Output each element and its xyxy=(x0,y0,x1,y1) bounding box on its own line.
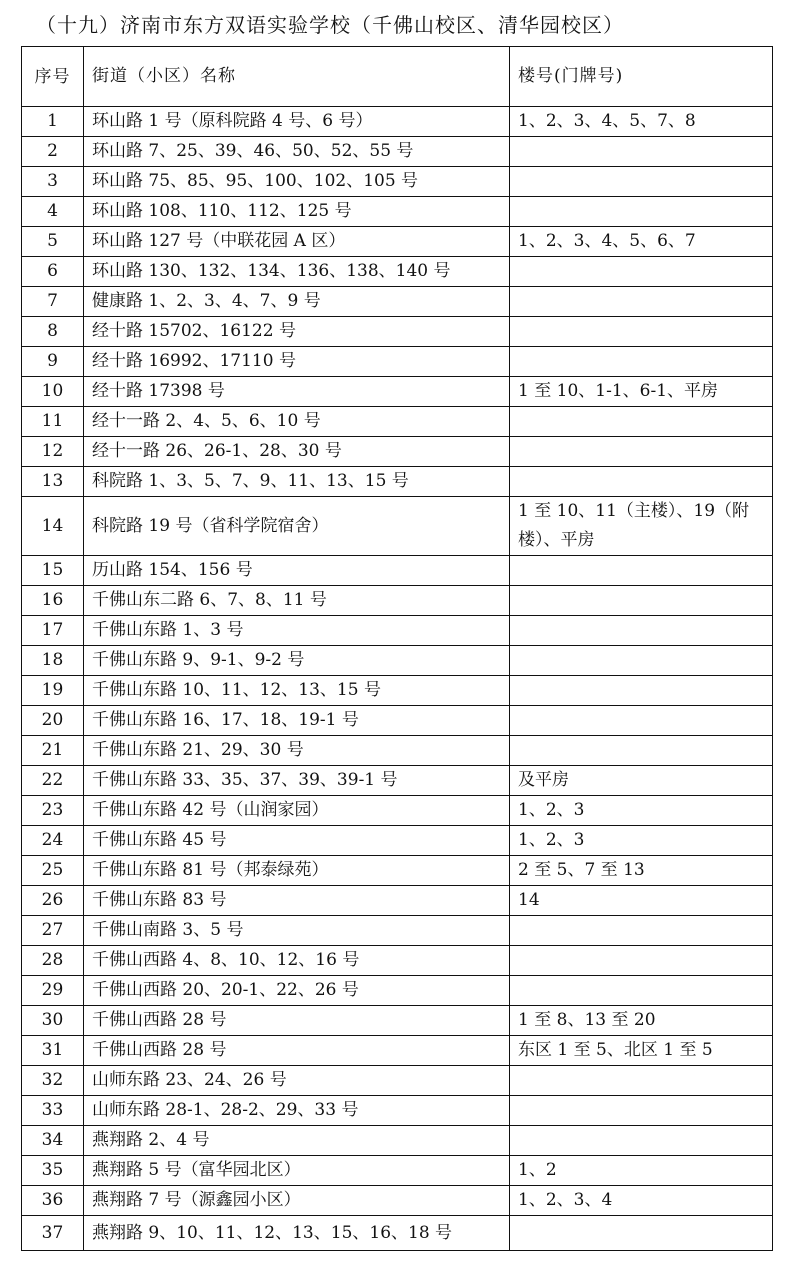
row-building-number: 14 xyxy=(510,886,773,916)
row-street-name: 千佛山东二路 6、7、8、11 号 xyxy=(84,586,510,616)
table-row xyxy=(22,1006,773,1036)
row-street-name: 千佛山西路 20、20-1、22、26 号 xyxy=(84,976,510,1006)
row-building-number xyxy=(510,467,773,497)
row-serial-number: 20 xyxy=(22,706,84,736)
row-serial-number: 30 xyxy=(22,1006,84,1036)
table-row xyxy=(22,676,773,706)
row-street-name: 环山路 75、85、95、100、102、105 号 xyxy=(84,167,510,197)
row-building-number: 1、2、3、4 xyxy=(510,1186,773,1216)
row-building-number: 1 至 10、1-1、6-1、平房 xyxy=(510,377,773,407)
row-building-number: 1、2 xyxy=(510,1156,773,1186)
row-serial-number: 24 xyxy=(22,826,84,856)
table-row xyxy=(22,407,773,437)
row-serial-number: 32 xyxy=(22,1066,84,1096)
header-building-number: 楼号(门牌号) xyxy=(510,47,773,107)
row-serial-number: 6 xyxy=(22,257,84,287)
row-serial-number: 17 xyxy=(22,616,84,646)
row-street-name: 千佛山东路 1、3 号 xyxy=(84,616,510,646)
table-row xyxy=(22,826,773,856)
row-building-number: 1 至 8、13 至 20 xyxy=(510,1006,773,1036)
table-row xyxy=(22,1216,773,1251)
row-street-name: 千佛山东路 83 号 xyxy=(84,886,510,916)
row-building-number: 及平房 xyxy=(510,766,773,796)
table-row xyxy=(22,646,773,676)
row-serial-number: 27 xyxy=(22,916,84,946)
row-building-number: 东区 1 至 5、北区 1 至 5 xyxy=(510,1036,773,1066)
table-row xyxy=(22,257,773,287)
row-serial-number: 25 xyxy=(22,856,84,886)
row-building-number xyxy=(510,1066,773,1096)
row-street-name: 千佛山东路 16、17、18、19-1 号 xyxy=(84,706,510,736)
row-serial-number: 2 xyxy=(22,137,84,167)
table-row xyxy=(22,197,773,227)
row-serial-number: 19 xyxy=(22,676,84,706)
row-serial-number: 23 xyxy=(22,796,84,826)
row-serial-number: 16 xyxy=(22,586,84,616)
row-street-name: 千佛山西路 28 号 xyxy=(84,1036,510,1066)
row-street-name: 环山路 1 号（原科院路 4 号、6 号） xyxy=(84,107,510,137)
row-serial-number: 31 xyxy=(22,1036,84,1066)
table-row xyxy=(22,377,773,407)
table-row xyxy=(22,976,773,1006)
table-row xyxy=(22,796,773,826)
row-building-number xyxy=(510,347,773,377)
row-serial-number: 28 xyxy=(22,946,84,976)
row-street-name: 千佛山东路 9、9-1、9-2 号 xyxy=(84,646,510,676)
table-row xyxy=(22,706,773,736)
table-row xyxy=(22,736,773,766)
row-street-name: 健康路 1、2、3、4、7、9 号 xyxy=(84,287,510,317)
row-street-name: 千佛山西路 4、8、10、12、16 号 xyxy=(84,946,510,976)
row-building-number xyxy=(510,976,773,1006)
row-building-number xyxy=(510,586,773,616)
row-street-name: 山师东路 28-1、28-2、29、33 号 xyxy=(84,1096,510,1126)
row-street-name: 千佛山东路 81 号（邦泰绿苑） xyxy=(84,856,510,886)
row-street-name: 燕翔路 9、10、11、12、13、15、16、18 号 xyxy=(84,1216,510,1251)
row-serial-number: 8 xyxy=(22,317,84,347)
row-building-number xyxy=(510,437,773,467)
row-serial-number: 35 xyxy=(22,1156,84,1186)
row-serial-number: 26 xyxy=(22,886,84,916)
row-street-name: 经十路 17398 号 xyxy=(84,377,510,407)
row-building-number xyxy=(510,676,773,706)
table-row xyxy=(22,766,773,796)
row-street-name: 山师东路 23、24、26 号 xyxy=(84,1066,510,1096)
table-row xyxy=(22,856,773,886)
table-row xyxy=(22,1066,773,1096)
table-row xyxy=(22,1036,773,1066)
table-row xyxy=(22,1186,773,1216)
school-district-table xyxy=(21,46,773,1251)
row-street-name: 环山路 130、132、134、136、138、140 号 xyxy=(84,257,510,287)
row-street-name: 燕翔路 5 号（富华园北区） xyxy=(84,1156,510,1186)
row-serial-number: 5 xyxy=(22,227,84,257)
table-row xyxy=(22,616,773,646)
row-serial-number: 14 xyxy=(22,497,84,556)
row-building-number: 1 至 10、11（主楼）、19（附楼）、平房 xyxy=(510,497,773,556)
row-serial-number: 15 xyxy=(22,556,84,586)
row-building-number xyxy=(510,1216,773,1251)
row-serial-number: 10 xyxy=(22,377,84,407)
table-row xyxy=(22,916,773,946)
table-body xyxy=(22,107,773,1251)
row-building-number: 1、2、3 xyxy=(510,796,773,826)
table-row xyxy=(22,1096,773,1126)
table-header-row xyxy=(22,47,773,107)
row-street-name: 经十一路 2、4、5、6、10 号 xyxy=(84,407,510,437)
table-row xyxy=(22,1156,773,1186)
table-row xyxy=(22,497,773,556)
row-building-number xyxy=(510,197,773,227)
table-row xyxy=(22,556,773,586)
table-row xyxy=(22,107,773,137)
row-building-number xyxy=(510,706,773,736)
table-row xyxy=(22,167,773,197)
row-building-number xyxy=(510,946,773,976)
table-row xyxy=(22,227,773,257)
row-serial-number: 34 xyxy=(22,1126,84,1156)
table-row xyxy=(22,137,773,167)
table-row xyxy=(22,946,773,976)
row-street-name: 环山路 7、25、39、46、50、52、55 号 xyxy=(84,137,510,167)
row-street-name: 千佛山东路 33、35、37、39、39-1 号 xyxy=(84,766,510,796)
row-street-name: 科院路 19 号（省科学院宿舍） xyxy=(84,497,510,556)
row-serial-number: 21 xyxy=(22,736,84,766)
row-building-number xyxy=(510,287,773,317)
table-row xyxy=(22,886,773,916)
row-serial-number: 7 xyxy=(22,287,84,317)
table-row xyxy=(22,287,773,317)
row-building-number xyxy=(510,616,773,646)
row-building-number xyxy=(510,257,773,287)
table-row xyxy=(22,317,773,347)
row-street-name: 经十一路 26、26-1、28、30 号 xyxy=(84,437,510,467)
row-street-name: 环山路 127 号（中联花园 A 区） xyxy=(84,227,510,257)
row-serial-number: 36 xyxy=(22,1186,84,1216)
row-street-name: 燕翔路 7 号（源鑫园小区） xyxy=(84,1186,510,1216)
row-street-name: 经十路 15702、16122 号 xyxy=(84,317,510,347)
row-street-name: 千佛山东路 45 号 xyxy=(84,826,510,856)
row-serial-number: 37 xyxy=(22,1216,84,1251)
row-serial-number: 33 xyxy=(22,1096,84,1126)
table-row xyxy=(22,586,773,616)
row-building-number xyxy=(510,916,773,946)
row-building-number xyxy=(510,167,773,197)
row-street-name: 燕翔路 2、4 号 xyxy=(84,1126,510,1156)
row-street-name: 千佛山南路 3、5 号 xyxy=(84,916,510,946)
header-serial-number: 序号 xyxy=(22,47,84,107)
table-row xyxy=(22,347,773,377)
row-street-name: 环山路 108、110、112、125 号 xyxy=(84,197,510,227)
row-serial-number: 12 xyxy=(22,437,84,467)
row-street-name: 千佛山东路 42 号（山润家园） xyxy=(84,796,510,826)
row-building-number xyxy=(510,1126,773,1156)
row-serial-number: 4 xyxy=(22,197,84,227)
row-building-number: 1、2、3、4、5、7、8 xyxy=(510,107,773,137)
row-serial-number: 13 xyxy=(22,467,84,497)
row-street-name: 千佛山西路 28 号 xyxy=(84,1006,510,1036)
row-building-number xyxy=(510,1096,773,1126)
row-building-number xyxy=(510,317,773,347)
row-street-name: 经十路 16992、17110 号 xyxy=(84,347,510,377)
row-street-name: 科院路 1、3、5、7、9、11、13、15 号 xyxy=(84,467,510,497)
document-title: （十九）济南市东方双语实验学校（千佛山校区、清华园校区） xyxy=(36,13,624,37)
row-building-number: 1、2、3、4、5、6、7 xyxy=(510,227,773,257)
row-serial-number: 9 xyxy=(22,347,84,377)
table-row xyxy=(22,1126,773,1156)
row-building-number xyxy=(510,137,773,167)
row-building-number xyxy=(510,736,773,766)
row-building-number: 2 至 5、7 至 13 xyxy=(510,856,773,886)
row-street-name: 千佛山东路 10、11、12、13、15 号 xyxy=(84,676,510,706)
row-street-name: 千佛山东路 21、29、30 号 xyxy=(84,736,510,766)
row-serial-number: 1 xyxy=(22,107,84,137)
row-serial-number: 18 xyxy=(22,646,84,676)
row-street-name: 历山路 154、156 号 xyxy=(84,556,510,586)
row-serial-number: 22 xyxy=(22,766,84,796)
table-row xyxy=(22,467,773,497)
header-street-name: 街道（小区）名称 xyxy=(84,47,510,107)
row-serial-number: 29 xyxy=(22,976,84,1006)
row-building-number xyxy=(510,646,773,676)
row-building-number xyxy=(510,556,773,586)
row-building-number: 1、2、3 xyxy=(510,826,773,856)
table-row xyxy=(22,437,773,467)
row-serial-number: 3 xyxy=(22,167,84,197)
row-serial-number: 11 xyxy=(22,407,84,437)
row-building-number xyxy=(510,407,773,437)
